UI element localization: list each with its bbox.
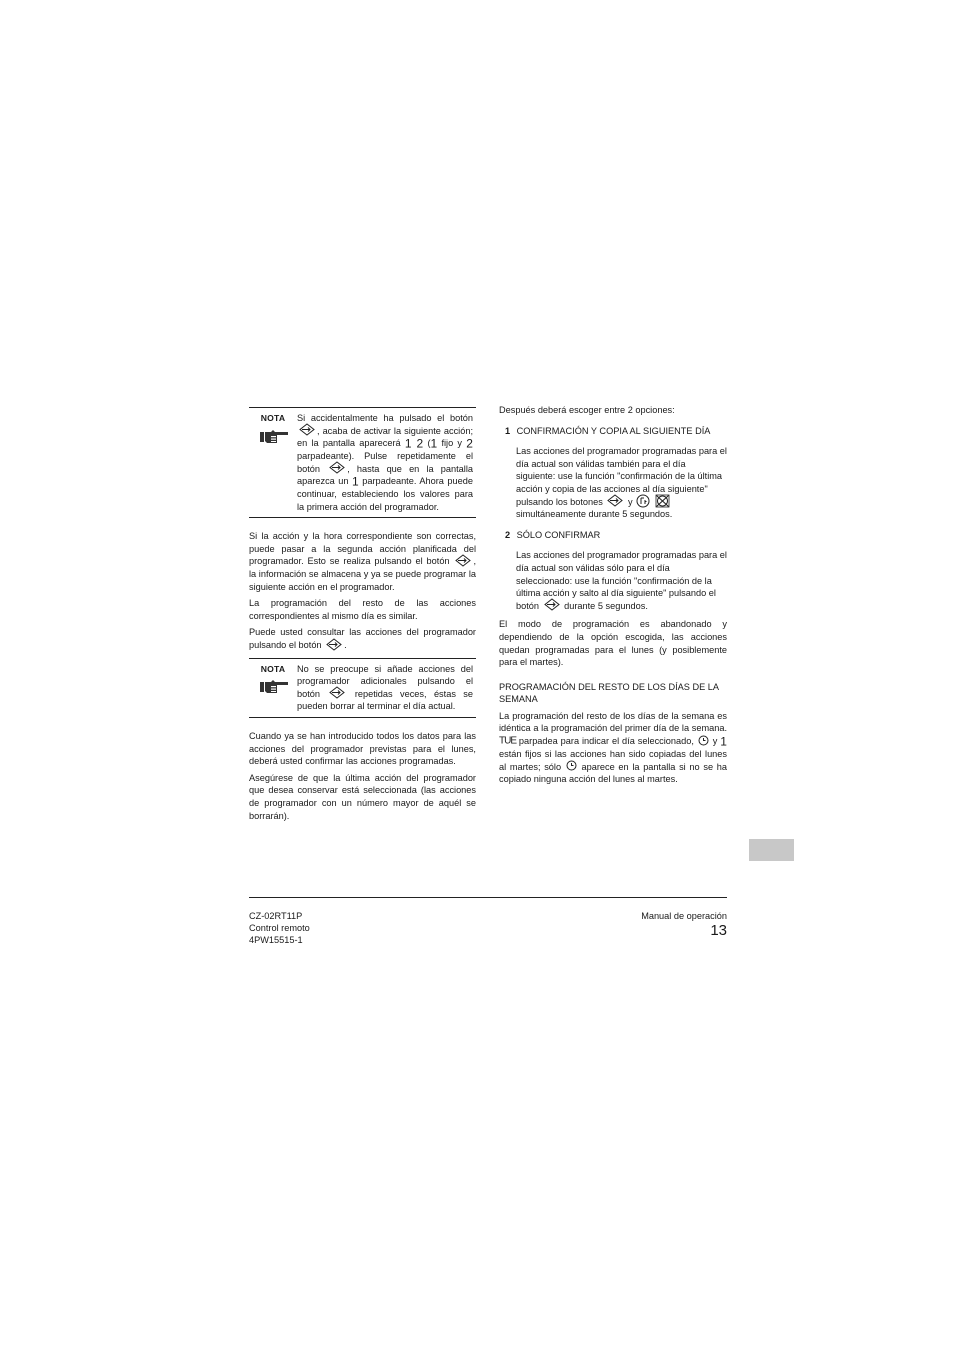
footer-model: CZ-02RT11P — [249, 911, 303, 921]
note-1-text-part: fijo y — [441, 438, 463, 449]
option-number: 1 — [504, 425, 511, 436]
option-body-text: Las acciones del programador programadas para el día actual son válidas sólo para el día seleccionado: use la función "confirmación de la última acción y salto al día siguiente" pulsando el botón — [516, 550, 727, 611]
cancel-timer-button-icon — [655, 494, 670, 508]
pointing-hand-icon — [257, 428, 289, 446]
note-1-text-part: , acaba de activar la siguiente acción; en la pantalla aparecerá — [297, 425, 473, 449]
footer-code: 4PW15515-1 — [249, 935, 303, 946]
segment-display-digit: 1 — [430, 436, 438, 451]
note-box-1 — [249, 407, 476, 518]
note-1-text — [297, 412, 476, 513]
paragraph-text: y — [712, 736, 718, 747]
note-1-text-part: ( — [427, 438, 431, 449]
section-heading: PROGRAMACIÓN DEL RESTO DE LOS DÍAS DE LA SEMANA — [499, 681, 719, 705]
day-indicator-tue: TUE — [499, 735, 516, 747]
option-title-text: SÓLO CONFIRMAR — [516, 529, 601, 540]
paragraph — [249, 530, 476, 593]
paragraph-text: , la información se almacena y ya se puede programar la siguiente acción en el programador. — [249, 556, 476, 592]
page-number: 13 — [710, 921, 727, 939]
pointing-hand-icon — [257, 678, 289, 696]
step-button-icon — [298, 423, 316, 436]
footer-divider — [249, 897, 727, 898]
footer-right — [560, 910, 727, 939]
paragraph-text: Si la acción y la hora correspondiente son correctas, puede pasar a la segunda acción planificada del programador. Esto se realiza pulsando el botón — [249, 531, 476, 567]
footer-left — [249, 910, 310, 947]
note-1-text-part: Si accidentalmente ha pulsado el botón — [297, 413, 473, 423]
paragraph-text: aparece en la pantalla si no se ha copiado ninguna acción del lunes al martes. — [499, 761, 727, 785]
timer-button-icon — [636, 494, 650, 508]
left-column — [249, 407, 476, 822]
option-body-text: durante 5 segundos. — [564, 600, 648, 611]
section-tab-marker — [749, 839, 794, 861]
paragraph-text: parpadea para indicar el día seleccionado, — [518, 736, 694, 747]
step-button-icon — [454, 554, 472, 567]
note-2-text-part: repetidas veces, éstas se pueden borrar al terminar el día actual. — [297, 688, 474, 712]
option-2-title — [499, 529, 727, 542]
note-1-text-part: parpadeante. Ahora puede continuar, estableciendo los valores para la primera acción del programador. — [297, 476, 473, 512]
footer-manual: Manual de operación — [641, 911, 727, 921]
option-body-text: Las acciones del programador programadas para el día actual son válidas también para el día siguiente: use la función "confirmación de la última acción y copia de las acciones al día siguiente" pulsando los botones — [516, 446, 727, 507]
note-label — [249, 412, 297, 513]
step-button-icon — [543, 598, 561, 611]
paragraph-text: . — [344, 640, 347, 651]
paragraph-text: La programación del resto de los días de la semana es idéntica a la programación del primer día de la semana. — [499, 710, 727, 734]
note-2-text-part: No se preocupe si añade acciones del programador adicionales pulsando el botón — [297, 663, 473, 699]
footer-product: Control remoto — [249, 923, 310, 934]
segment-display-digit: 1 — [720, 734, 727, 749]
note-label-text: NOTA — [260, 413, 286, 423]
note-1-text-part: , hasta que en la pantalla aparezca un — [297, 463, 473, 487]
paragraph: Después deberá escoger entre 2 opciones: — [499, 405, 675, 415]
paragraph — [249, 626, 476, 651]
step-button-icon — [325, 638, 343, 651]
note-box-2 — [249, 658, 476, 718]
right-column — [499, 404, 727, 786]
option-1-title — [499, 425, 727, 438]
clock-icon — [698, 735, 709, 746]
segment-display-digit: 1 — [352, 474, 359, 489]
option-body-text: y — [627, 496, 633, 507]
segment-display-digit: 2 — [466, 436, 473, 451]
step-button-icon — [328, 686, 346, 699]
paragraph-text: Puede usted consultar las acciones del programador pulsando el botón — [249, 627, 476, 651]
step-button-icon — [606, 494, 624, 507]
paragraph: Cuando ya se han introducido todos los datos para las acciones del programador previstas para el lunes, deberá usted confirmar las acciones programadas. — [249, 731, 476, 767]
option-body-text: simultáneamente durante 5 segundos. — [516, 509, 673, 520]
option-title-text: CONFIRMACIÓN Y COPIA AL SIGUIENTE DÍA — [516, 425, 711, 436]
paragraph: El modo de programación es abandonado y dependiendo de la opción escogida, las acciones quedan programadas para el lunes (y posiblemente para el martes). — [499, 619, 727, 668]
note-2-text — [297, 663, 476, 713]
option-2-body — [516, 549, 727, 612]
note-label-text: NOTA — [260, 663, 286, 674]
clock-icon — [566, 760, 577, 771]
paragraph: Asegúrese de que la última acción del programador que desea conservar está seleccionada (las acciones de programador con un número mayor de aquél se borrarán). — [249, 772, 476, 821]
paragraph: La programación del resto de las acciones correspondientes al mismo día es similar. — [249, 598, 476, 621]
paragraph-text: están fijos si las acciones han sido copiadas del lunes al martes; sólo — [499, 748, 727, 772]
note-1-text-part: parpadeante). Pulse repetidamente el botón — [297, 451, 473, 474]
paragraph — [499, 710, 727, 786]
option-number: 2 — [504, 529, 511, 540]
option-1-body — [516, 445, 727, 521]
step-button-icon — [328, 461, 346, 474]
segment-display-digits: 1 2 — [404, 436, 424, 451]
note-label — [249, 663, 297, 713]
